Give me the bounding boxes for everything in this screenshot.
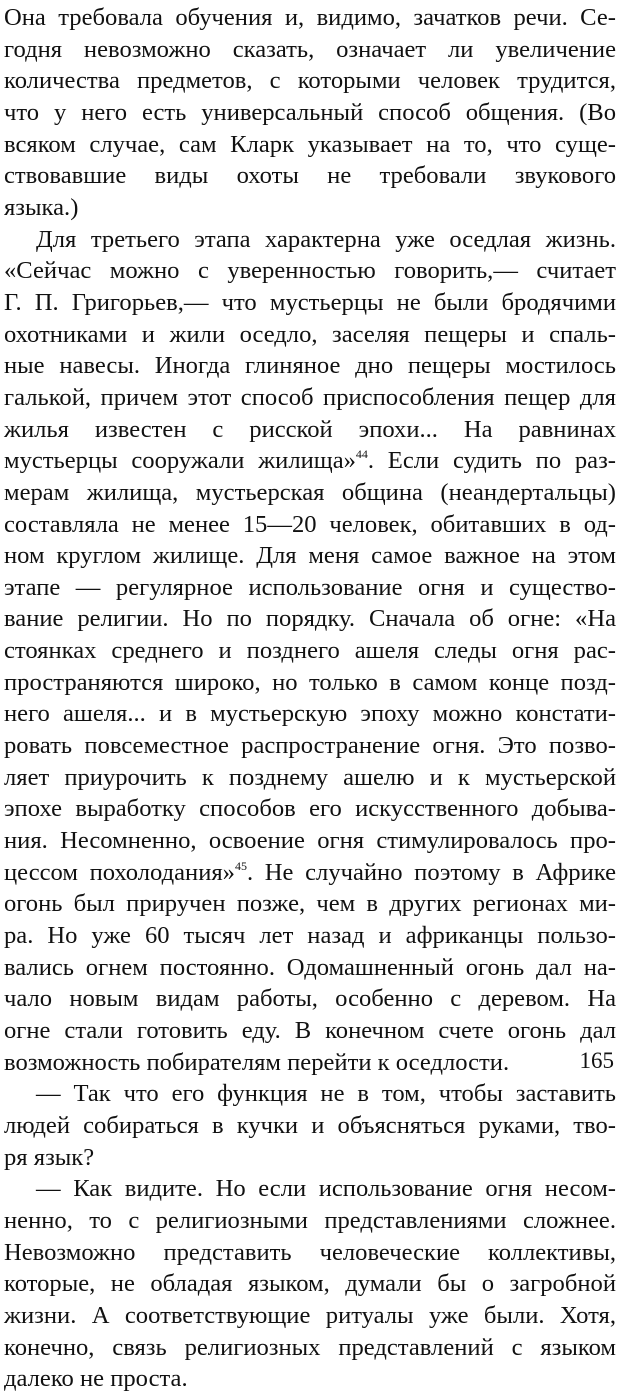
page-number: 165	[579, 1048, 614, 1073]
text-line: которые, не обладая языком, думали бы о загробной	[4, 1270, 616, 1298]
paragraph-4	[4, 1173, 616, 1395]
text-line: количества предметов, с которыми человек трудится,	[4, 67, 616, 95]
paragraph-1	[4, 2, 616, 224]
text-line: эпохе выработку способов его искусственного добыва-	[4, 795, 616, 823]
text-line-with-footnote	[4, 445, 616, 477]
text-fragment: мустьерцы сооружали жилища»	[4, 447, 356, 475]
text-line: вание религии. Но по порядку. Сначала об огне: «На	[4, 605, 616, 633]
text-line: далеко не проста.	[4, 1365, 188, 1393]
text-line: чало новым видам работы, особенно с деревом. На	[4, 985, 616, 1013]
text-line: Для третьего этапа характерна уже оседлая жизнь.	[36, 225, 616, 253]
text-line: «Сейчас можно с уверенностью говорить,— считает	[4, 257, 616, 285]
text-line: охотниками и жили оседло, заселяя пещеры и спаль-	[4, 320, 616, 348]
text-line: мерам жилища, мустьерская община (неандертальцы)	[4, 478, 616, 506]
text-line: ном круглом жилище. Для меня самое важное на этом	[4, 542, 616, 570]
text-line: Она требовала обучения и, видимо, зачатков речи. Се-	[4, 4, 616, 31]
text-line: пространяются широко, но только в самом конце позд-	[4, 668, 616, 696]
text-fragment: цессом похолодания»	[4, 858, 235, 886]
text-line: составляла не менее 15—20 человек, обитавших в од-	[4, 510, 616, 538]
footnote-ref-45: 45	[234, 858, 247, 873]
text-line: этапе — регулярное использование огня и существо-	[4, 573, 616, 601]
text-line: него ашеля... и в мустьерскую эпоху можно констати-	[4, 700, 616, 728]
text-line: конечно, связь религиозных представлений с языком	[4, 1333, 616, 1361]
text-line: что у него есть универсальный способ общения. (Во	[4, 98, 616, 126]
paragraph-3	[4, 1078, 616, 1173]
text-line: ра. Но уже 60 тысяч лет назад и африканцы пользо-	[4, 922, 616, 950]
text-line: ровать повсеместное распространение огня. Это позво-	[4, 732, 616, 760]
text-line: — Так что его функция не в том, чтобы заставить	[36, 1080, 616, 1108]
footnote-ref-44: 44	[355, 447, 368, 462]
text-fragment: . Не случайно поэтому в Африке	[246, 858, 617, 886]
text-line: возможность побирателям перейти к оседлости.	[4, 1048, 510, 1076]
text-line: годня невозможно сказать, означает ли увеличение	[4, 35, 616, 63]
text-line: вались огнем постоянно. Одомашненный огонь дал на-	[4, 953, 616, 981]
text-line: жизни. А соответствующие ритуалы уже были. Хотя,	[4, 1301, 616, 1329]
text-line: огне стали готовить еду. В конечном счете огонь дал	[4, 1017, 616, 1044]
text-line: ствовавшие виды охоты не требовали звукового	[4, 162, 616, 190]
text-line: ря язык?	[4, 1143, 95, 1171]
text-line: людей собираться в кучки и объясняться руками, тво-	[4, 1111, 616, 1139]
text-line: галькой, причем этот способ приспособления пещер для	[4, 383, 616, 411]
text-line: стоянках среднего и позднего ашеля следы огня рас-	[4, 637, 616, 665]
text-line: ненно, то с религиозными представлениями сложнее.	[4, 1206, 616, 1234]
text-line: языка.)	[4, 193, 79, 221]
text-line-with-footnote	[4, 857, 616, 889]
text-line: всяком случае, сам Кларк указывает на то, что суще-	[4, 130, 616, 158]
text-line: огонь был приручен позже, чем в других регионах ми-	[4, 890, 616, 918]
text-line: ные навесы. Иногда глиняное дно пещеры мостилось	[4, 352, 616, 380]
text-line: ляет приурочить к позднему ашелю и к мустьерской	[4, 763, 616, 791]
text-line: Невозможно представить человеческие коллективы,	[4, 1238, 616, 1266]
text-fragment: . Если судить по раз-	[367, 447, 617, 475]
text-line: — Как видите. Но если использование огня несом-	[36, 1175, 616, 1203]
book-page	[4, 2, 617, 1393]
text-line: ния. Несомненно, освоение огня стимулировалось про-	[4, 827, 616, 855]
text-line: Г. П. Григорьев,— что мустьерцы не были бродячими	[4, 288, 616, 316]
paragraph-2	[4, 224, 616, 1079]
text-line: жилья известен с рисской эпохи... На равнинах	[4, 415, 616, 443]
